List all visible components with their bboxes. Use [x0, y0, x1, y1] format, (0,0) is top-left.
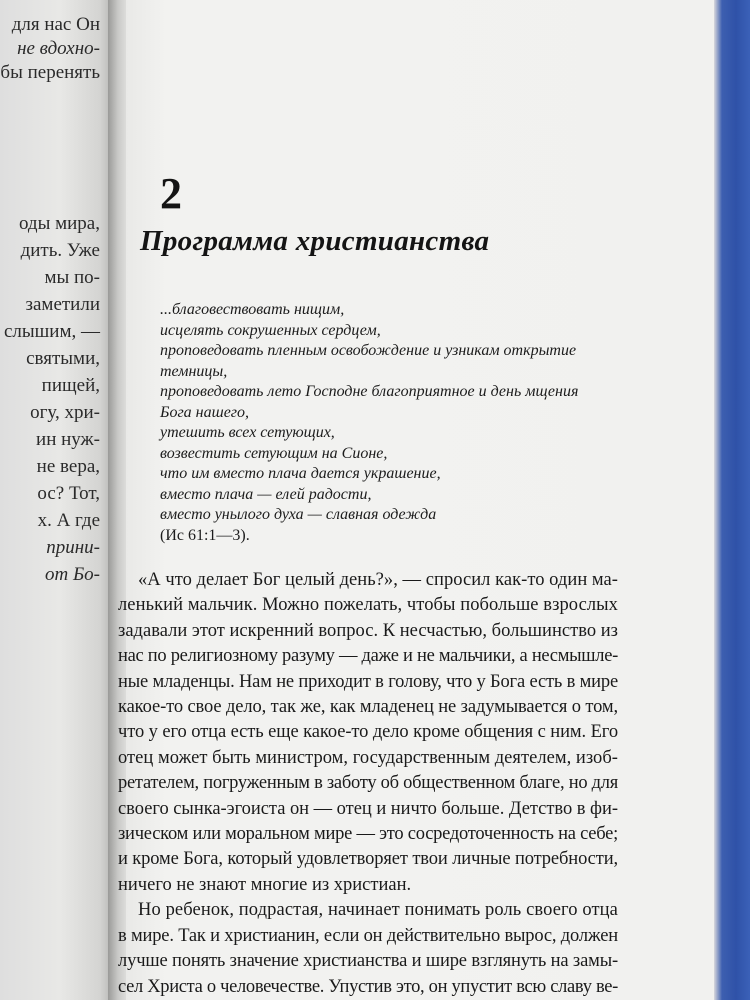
body-line: ничего не знают многие из христиан. — [118, 874, 412, 895]
left-page-fragment: огу, хри- — [30, 402, 100, 423]
body-line: своего сынка-эгоиста он — отец и ничто больше. Детство в фи- — [118, 798, 618, 819]
book-cover-edge — [714, 0, 750, 1000]
body-line: «А что делает Бог целый день?», — спросил как-то один ма- — [138, 570, 618, 590]
body-line: Но ребенок, подрастая, начинает понимать роль своего отца — [138, 900, 618, 921]
left-page-fragment: не вдохно- — [17, 38, 100, 59]
epigraph-line: Бога нашего, — [160, 403, 250, 421]
body-line: ретателем, погруженным в заботу об общественном благе, но для — [118, 773, 619, 794]
left-page-fragment: святыми, — [26, 348, 100, 369]
epigraph-line: что им вместо плача дается украшение, — [160, 465, 441, 482]
epigraph-line: темницы, — [160, 362, 228, 380]
body-line: что у его отца есть еще какое-то дело кроме общения с ним. Его — [118, 722, 618, 743]
epigraph-line: проповедовать пленным освобождение и узникам открытие — [160, 342, 577, 359]
left-page-fragment: пищей, — [41, 375, 100, 396]
left-page-fragment: бы перенять — [0, 62, 100, 83]
epigraph-line: исцелять сокрушенных сердцем, — [160, 321, 381, 339]
left-page-fragment: заметили — [25, 294, 100, 315]
epigraph-line: (Ис 61:1—3). — [160, 526, 250, 544]
left-page-fragment: слышим, — — [3, 321, 100, 342]
left-page-fragment: мы по- — [44, 267, 100, 288]
left-page-fragment: оды мира, — [18, 213, 100, 234]
left-page-fragment: прини- — [46, 537, 100, 558]
epigraph-line: вместо плача — елей радости, — [160, 485, 372, 503]
body-line: зическом или моральном мире — это сосредоточенность на себе; — [118, 824, 618, 845]
body-line: какое-то свое дело, так же, как младенец не задумывается о том, — [118, 697, 618, 718]
left-page-fragment: от Бо- — [44, 564, 100, 585]
body-line: сел Христа о человечестве. Упустив это, он упустит всю славу ве- — [118, 976, 618, 997]
body-line: нас по религиозному разуму — даже и не мальчики, а несмышле- — [118, 646, 618, 667]
body-line: и кроме Бога, который удовлетворяет твои личные потребности, — [118, 849, 618, 870]
epigraph-line: утешить всех сетующих, — [160, 424, 335, 441]
epigraph — [160, 300, 600, 546]
body-text — [118, 568, 618, 1000]
epigraph-line: проповедовать лето Господне благоприятное и день мщения — [160, 383, 579, 400]
body-line: отец может быть министром, государственным деятелем, изоб- — [118, 747, 618, 768]
epigraph-line: возвестить сетующим на Сионе, — [160, 444, 388, 462]
body-line: задавали этот искренний вопрос. К несчастью, большинство из — [118, 620, 618, 641]
left-page-fragment: дить. Уже — [20, 240, 100, 261]
left-page-fragment: не вера, — [36, 456, 100, 477]
left-page-fragment: ин нуж- — [36, 429, 100, 450]
left-page-fragment: х. А где — [37, 510, 100, 531]
chapter-title: Программа христианства — [140, 225, 490, 257]
left-page-fragment: ос? Тот, — [37, 483, 100, 504]
chapter-number: 2 — [160, 169, 182, 218]
body-line: лучше понять значение христианства и шире взглянуть на замы- — [118, 951, 618, 972]
body-line: в мире. Так и христианин, если он действительно вырос, должен — [118, 925, 618, 946]
body-line: ные младенцы. Нам не приходит в голову, что у Бога есть в мире — [118, 671, 618, 692]
epigraph-line: ...благовествовать нищим, — [160, 301, 345, 318]
epigraph-line: вместо унылого духа — славная одежда — [160, 506, 437, 523]
body-line: ленький мальчик. Можно пожелать, чтобы побольше взрослых — [118, 595, 618, 616]
left-page — [0, 0, 112, 1000]
left-page-fragment: для нас Он — [11, 14, 100, 35]
